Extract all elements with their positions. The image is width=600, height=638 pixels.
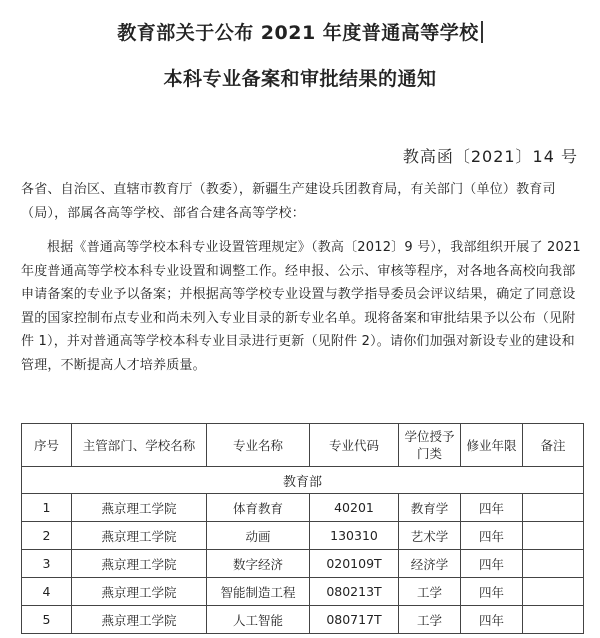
header-cell-years: 修业年限: [461, 424, 523, 467]
header-cell-degree: 学位授予门类: [399, 424, 461, 467]
row-years: 四年: [461, 550, 523, 578]
row-major: 人工智能: [207, 606, 310, 634]
row-code: 080213T: [310, 578, 399, 606]
document-title-line2: 本科专业备案和审批结果的通知: [163, 68, 437, 90]
body-paragraph: 根据《普通高等学校本科专业设置管理规定》（教高〔2012〕9 号），我部组织开展了 2021 年度普通高等学校本科专业设置和调整工作。经申报、公示、审核等程序，对各地各高校向我部申请备案的专业予以备案；并根据高等学校专业设置与教学指导委员会评议结果，确定了同意设置的国家控制布点专业和尚未列入专业目录的新专业名单。现将备案和审批结果予以公布（见附件 1），并对普通高等学校本科专业目录进行更新（见附件 2）。请你们加强对新设专业的建设和管理，不断提高人才培养质量。: [21, 240, 581, 373]
table-row: [22, 550, 584, 578]
row-school: 燕京理工学院: [72, 578, 207, 606]
row-major: 体育教育: [207, 494, 310, 522]
table-row: [22, 494, 584, 522]
row-index: 3: [22, 550, 72, 578]
group-label: 教育部: [22, 467, 584, 494]
header-cell-school: 主管部门、学校名称: [72, 424, 207, 467]
row-major: 智能制造工程: [207, 578, 310, 606]
row-degree: 经济学: [399, 550, 461, 578]
row-index: 2: [22, 522, 72, 550]
row-years: 四年: [461, 578, 523, 606]
row-index: 1: [22, 494, 72, 522]
row-code: 080717T: [310, 606, 399, 634]
row-code: 40201: [310, 494, 399, 522]
row-degree: 工学: [399, 606, 461, 634]
row-index: 4: [22, 578, 72, 606]
row-note: [523, 578, 584, 606]
table-header-row: [22, 424, 584, 467]
header-cell-index: 序号: [22, 424, 72, 467]
row-major: 动画: [207, 522, 310, 550]
table-group-row: [22, 467, 584, 494]
row-code: 020109T: [310, 550, 399, 578]
table-row: [22, 606, 584, 634]
row-degree: 工学: [399, 578, 461, 606]
row-school: 燕京理工学院: [72, 550, 207, 578]
row-years: 四年: [461, 606, 523, 634]
row-note: [523, 550, 584, 578]
header-cell-code: 专业代码: [310, 424, 399, 467]
row-years: 四年: [461, 522, 523, 550]
row-note: [523, 606, 584, 634]
text-cursor: [481, 21, 483, 43]
row-years: 四年: [461, 494, 523, 522]
header-cell-note: 备注: [523, 424, 584, 467]
salutation-paragraph: 各省、自治区、直辖市教育厅（教委），新疆生产建设兵团教育局，有关部门（单位）教育司（局），部属各高等学校、部省合建各高等学校：: [21, 182, 556, 221]
row-index: 5: [22, 606, 72, 634]
row-school: 燕京理工学院: [72, 494, 207, 522]
row-note: [523, 494, 584, 522]
document-title-line1: [0, 18, 600, 45]
row-school: 燕京理工学院: [72, 522, 207, 550]
table-row: [22, 522, 584, 550]
title-line1-text: 教育部关于公布 2021 年度普通高等学校: [117, 22, 479, 44]
row-school: 燕京理工学院: [72, 606, 207, 634]
row-degree: 艺术学: [399, 522, 461, 550]
row-major: 数字经济: [207, 550, 310, 578]
row-code: 130310: [310, 522, 399, 550]
row-degree: 教育学: [399, 494, 461, 522]
document-number: 教高函〔2021〕14 号: [402, 147, 578, 166]
majors-table: [21, 423, 584, 634]
table-row: [22, 578, 584, 606]
header-cell-major: 专业名称: [207, 424, 310, 467]
row-note: [523, 522, 584, 550]
